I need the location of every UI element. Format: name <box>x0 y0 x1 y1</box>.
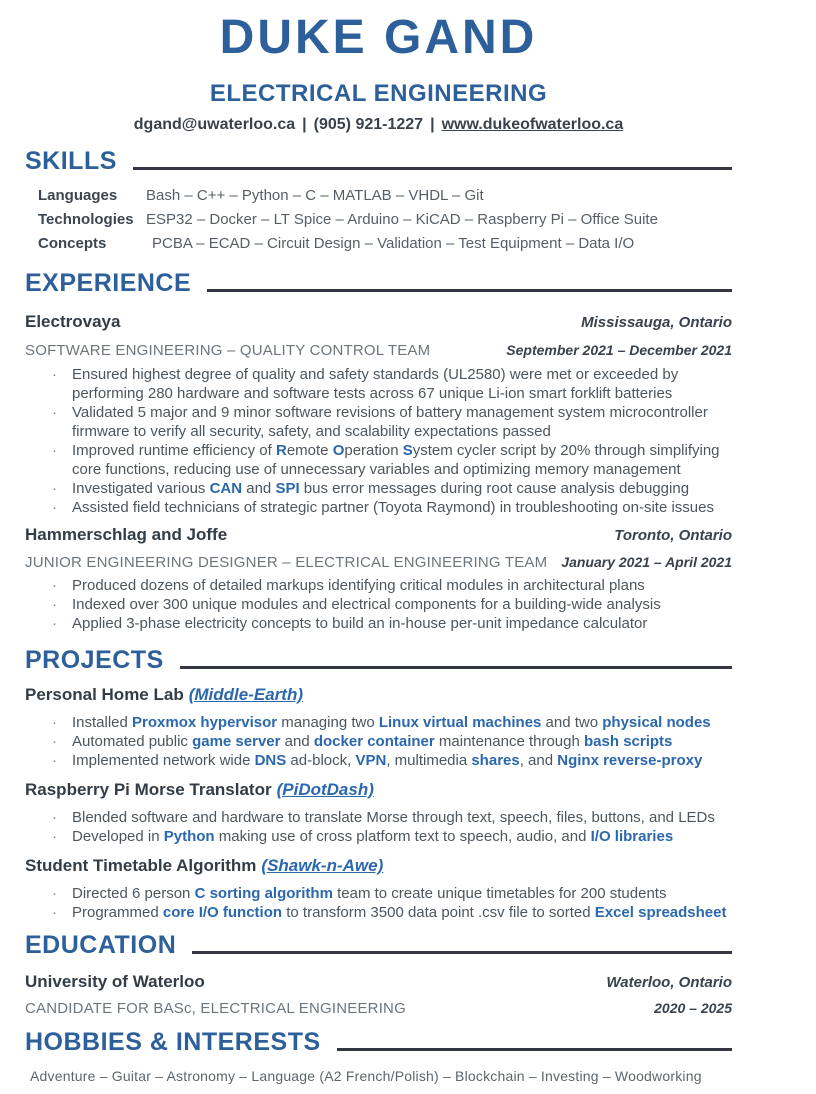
bullet-item <box>25 614 732 633</box>
bullet-text: Applied 3-phase electricity concepts to build an in-house per-unit impedance calculator <box>72 614 648 632</box>
job-bullet-list <box>25 365 732 517</box>
bullet-icon: · <box>52 365 57 383</box>
bullet-icon: · <box>52 576 57 594</box>
skill-label: Languages <box>38 186 118 204</box>
bullet-text: Programmed core I/O function to transform 3500 data point .csv file to sorted Excel spreadsheet <box>72 903 727 921</box>
job-header-electrovaya <box>25 298 732 332</box>
skill-value: Bash – C++ – Python – C – MATLAB – VHDL – Git <box>146 186 484 204</box>
project-bullet-list <box>25 884 732 922</box>
hobbies-title: HOBBIES & INTERESTS <box>25 1027 321 1056</box>
project-name: Personal Home Lab <box>25 684 184 704</box>
bullet-icon: · <box>52 479 57 497</box>
bullet-item <box>25 595 732 614</box>
school-location: Waterloo, Ontario <box>606 973 732 991</box>
bullet-icon: · <box>52 827 57 845</box>
skill-value: ESP32 – Docker – LT Spice – Arduino – KiCAD – Raspberry Pi – Office Suite <box>146 210 658 228</box>
bullet-text: Produced dozens of detailed markups identifying critical modules in architectural plans <box>72 576 645 594</box>
project-bullet-list <box>25 713 732 770</box>
bullet-item <box>25 808 732 827</box>
skills-title: SKILLS <box>25 146 117 175</box>
section-rule <box>207 289 732 292</box>
education-section-heading <box>25 930 732 960</box>
experience-section-heading <box>25 268 732 298</box>
bullet-icon: · <box>52 713 57 731</box>
bullet-item <box>25 884 732 903</box>
job-header-hammerschlag <box>25 517 732 545</box>
project-title-morse-translator <box>25 780 732 800</box>
project-name: Student Timetable Algorithm <box>25 855 257 875</box>
project-name: Raspberry Pi Morse Translator <box>25 779 272 799</box>
contact-website-link[interactable]: www.dukeofwaterloo.ca <box>441 115 624 133</box>
bullet-text: Indexed over 300 unique modules and electrical components for a building-wide analysis <box>72 595 661 613</box>
bullet-text: Investigated various CAN and SPI bus error messages during root cause analysis debugging <box>72 479 690 497</box>
skill-row-concepts <box>25 232 732 256</box>
job-role-row <box>25 554 732 571</box>
bullet-icon: · <box>52 884 57 902</box>
candidate-name: DUKE GAND <box>219 11 538 64</box>
experience-title: EXPERIENCE <box>25 268 192 297</box>
job-role-row <box>25 342 732 359</box>
bullet-icon: · <box>52 441 57 459</box>
skill-label: Technologies <box>38 210 134 228</box>
education-dates: 2020 – 2025 <box>654 999 732 1016</box>
section-rule <box>180 666 732 669</box>
bullet-text: Directed 6 person C sorting algorithm team to create unique timetables for 200 students <box>72 884 667 902</box>
bullet-icon: · <box>52 614 57 632</box>
contact-line <box>25 116 732 134</box>
project-alias-link[interactable]: (Middle-Earth) <box>188 684 303 704</box>
bullet-icon: · <box>52 808 57 826</box>
project-title-home-lab <box>25 685 732 705</box>
bullet-item <box>25 751 732 770</box>
bullet-icon: · <box>52 403 57 421</box>
skills-list <box>25 184 732 256</box>
contact-separator: | <box>430 115 435 133</box>
company-location: Mississauga, Ontario <box>581 313 732 331</box>
job-dates: September 2021 – December 2021 <box>506 341 732 358</box>
section-rule <box>337 1048 732 1051</box>
degree-name: CANDIDATE FOR BASc, ELECTRICAL ENGINEERING <box>25 999 406 1017</box>
bullet-icon: · <box>52 498 57 516</box>
skill-label: Concepts <box>38 234 107 252</box>
bullet-text: Implemented network wide DNS ad-block, VPN, multimedia shares, and Nginx reverse-proxy <box>72 751 703 769</box>
bullet-text: Developed in Python making use of cross platform text to speech, audio, and I/O libraries <box>72 827 674 845</box>
job-bullet-list <box>25 576 732 633</box>
skill-value: PCBA – ECAD – Circuit Design – Validation – Test Equipment – Data I/O <box>152 234 635 252</box>
bullet-icon: · <box>52 595 57 613</box>
bullet-text: Blended software and hardware to translate Morse through text, speech, files, buttons, and LEDs <box>72 808 715 826</box>
bullet-text: Improved runtime efficiency of Remote Operation System cycler script by 20% through simplifying core functions, reducing use of unnecessary variables and optimizing memory management <box>72 441 720 478</box>
bullet-text: Assisted field technicians of strategic partner (Toyota Raymond) in troubleshooting on-site issues <box>72 498 714 516</box>
job-role: SOFTWARE ENGINEERING – QUALITY CONTROL TEAM <box>25 341 431 359</box>
bullet-item <box>25 713 732 732</box>
contact-email: dgand@uwaterloo.ca <box>133 115 296 133</box>
education-degree-row <box>25 1000 732 1017</box>
bullet-item <box>25 479 732 498</box>
job-dates: January 2021 – April 2021 <box>561 553 732 570</box>
bullet-item <box>25 732 732 751</box>
bullet-item <box>25 403 732 441</box>
project-alias-link[interactable]: (PiDotDash) <box>276 779 374 799</box>
hobbies-list: Adventure – Guitar – Astronomy – Language (A2 French/Polish) – Blockchain – Investing – Woodworking <box>30 1067 702 1084</box>
job-role: JUNIOR ENGINEERING DESIGNER – ELECTRICAL ENGINEERING TEAM <box>25 553 548 571</box>
company-name: Electrovaya <box>25 311 121 331</box>
section-rule <box>133 167 732 170</box>
education-school-row <box>25 960 732 992</box>
skills-section-heading <box>25 146 732 176</box>
hobbies-section-heading <box>25 1027 732 1057</box>
skill-row-technologies <box>25 208 732 232</box>
bullet-icon: · <box>52 903 57 921</box>
bullet-item <box>25 365 732 403</box>
bullet-text: Ensured highest degree of quality and safety standards (UL2580) were met or exceeded by performing 280 hardware and software tests across 67 unique Li-ion smart forklift batteries <box>72 365 679 402</box>
bullet-text: Automated public game server and docker container maintenance through bash scripts <box>72 732 673 750</box>
company-location: Toronto, Ontario <box>614 526 732 544</box>
project-bullet-list <box>25 808 732 846</box>
projects-title: PROJECTS <box>25 645 164 674</box>
bullet-item <box>25 498 732 517</box>
bullet-text: Installed Proxmox hypervisor managing two Linux virtual machines and two physical nodes <box>72 713 711 731</box>
projects-list <box>25 685 732 922</box>
resume-header <box>25 12 732 134</box>
skill-row-languages <box>25 184 732 208</box>
projects-section-heading <box>25 645 732 675</box>
bullet-item <box>25 903 732 922</box>
bullet-text: Validated 5 major and 9 minor software revisions of battery management system microcontroller firmware to verify all security, safety, and scalability expectations passed <box>72 403 708 440</box>
bullet-item <box>25 441 732 479</box>
education-title: EDUCATION <box>25 930 177 959</box>
school-name: University of Waterloo <box>25 971 205 991</box>
bullet-icon: · <box>52 751 57 769</box>
company-name: Hammerschlag and Joffe <box>25 524 228 544</box>
candidate-title: ELECTRICAL ENGINEERING <box>209 79 548 107</box>
bullet-icon: · <box>52 732 57 750</box>
contact-phone: (905) 921-1227 <box>313 115 424 133</box>
section-rule <box>192 951 732 954</box>
bullet-item <box>25 827 732 846</box>
bullet-item <box>25 576 732 595</box>
contact-separator: | <box>302 115 307 133</box>
project-title-timetable-algorithm <box>25 856 732 876</box>
project-alias-link[interactable]: (Shawk-n-Awe) <box>261 855 384 875</box>
